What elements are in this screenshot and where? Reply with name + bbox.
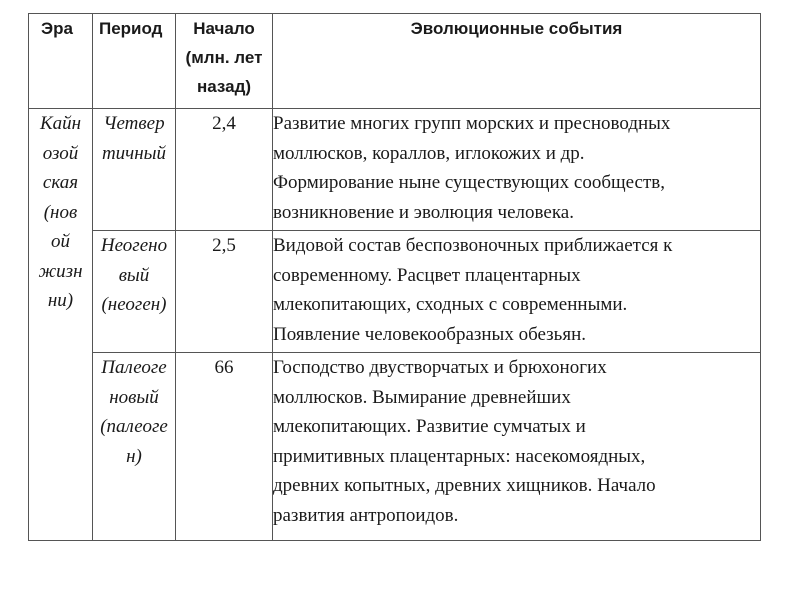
period-line: Неогено [100,235,168,256]
events-line: Развитие многих групп морских и пресноводных [273,113,671,134]
table-row [29,231,761,353]
events-line: современному. Расцвет плацентарных [273,264,581,286]
era-line: озой [42,142,79,164]
header-start-line: Начало [193,19,255,38]
events-line: Господство двустворчатых и брюхоногих [273,357,607,378]
events-line: моллюсков, кораллов, иглокожих и др. [273,142,585,164]
period-line: (палеоге [100,416,168,437]
events-line: Появление человекообразных обезьян. [273,323,586,345]
era-cell-cenozoic [29,109,93,541]
era-line: ская [42,172,79,193]
period-line: н) [126,445,142,467]
header-period: Период [93,14,176,109]
events-line: возникновение и эволюция человека. [273,201,574,223]
events-line: млекопитающих. Развитие сумчатых и [273,416,586,437]
header-start [176,14,273,109]
events-line: развития антропоидов. [273,504,459,526]
period-line: Четвер [103,113,165,134]
era-line: ой [51,231,70,252]
table-row [29,353,761,541]
header-events: Эволюционные события [273,14,761,109]
period-line: тичный [101,142,167,164]
events-cell [273,353,761,541]
era-line: Кайн [39,113,82,134]
start-cell: 66 [176,353,273,541]
table-header-row [29,14,761,109]
period-cell-quaternary [93,109,176,231]
events-line: Формирование ныне существующих сообществ, [273,172,665,193]
period-line: (неоген) [101,294,167,315]
period-cell-paleogene [93,353,176,541]
geologic-time-table [28,13,761,541]
header-era: Эра [29,14,93,109]
era-line: ни) [47,290,74,311]
events-line: примитивных плацентарных: насекомоядных, [273,445,646,467]
period-line: новый [109,386,159,408]
period-line: Палеоге [101,357,167,378]
era-line: (нов [43,201,78,223]
events-line: Видовой состав беспозвоночных приближается к [273,235,673,256]
header-start-line: назад) [196,77,252,96]
events-cell [273,109,761,231]
period-cell-neogene [93,231,176,353]
era-line: жизн [38,260,83,282]
events-line: млекопитающих, сходных с современными. [273,294,628,315]
header-start-line: (млн. лет [185,48,263,67]
period-line: вый [118,264,150,286]
start-cell: 2,5 [176,231,273,353]
events-line: моллюсков. Вымирание древнейших [273,386,571,408]
start-cell: 2,4 [176,109,273,231]
events-cell [273,231,761,353]
table-row [29,109,761,231]
events-line: древних копытных, древних хищников. Начало [273,475,656,496]
